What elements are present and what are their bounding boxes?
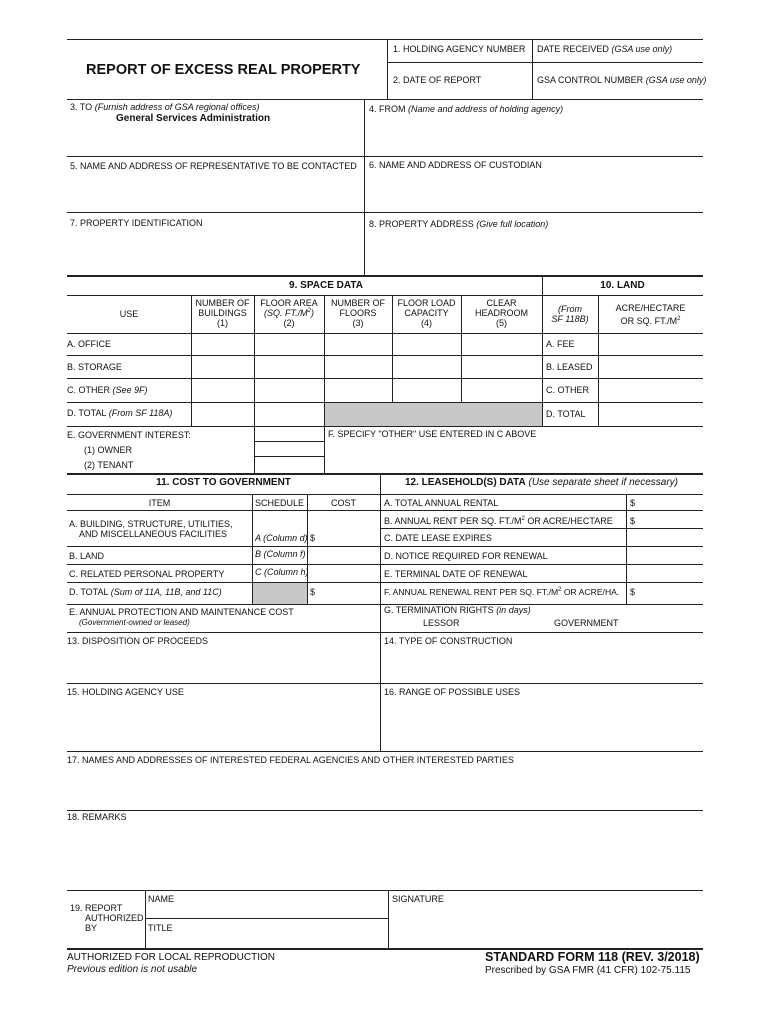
- name-input[interactable]: [146, 905, 386, 917]
- date-of-report-input[interactable]: [388, 86, 531, 98]
- lease-notice-required: D. NOTICE REQUIRED FOR RENEWAL: [384, 551, 548, 561]
- lease-annual-rent: B. ANNUAL RENT PER SQ. $FT./M^2$ OR ACRE/HECTARE: [384, 516, 613, 526]
- previous-edition-note: Previous edition is not usable: [67, 964, 198, 975]
- property-address-input[interactable]: [368, 231, 702, 273]
- other-use-label: F. SPECIFY "OTHER" USE ENTERED IN C ABOVE: [328, 429, 537, 439]
- other-use-input[interactable]: [325, 441, 702, 471]
- cost-land-schedule: B (Column f): [255, 549, 306, 559]
- cost-land: B. LAND: [69, 551, 105, 561]
- row-other: C. OTHER (See 9F): [67, 385, 148, 395]
- custodian-label: 6. NAME AND ADDRESS OF CUSTODIAN: [369, 160, 542, 170]
- disposition-of-proceeds-input[interactable]: [68, 648, 378, 681]
- authorized-reproduction: AUTHORIZED FOR LOCAL REPRODUCTION: [67, 952, 275, 963]
- date-of-report-label: 2. DATE OF REPORT: [393, 75, 482, 85]
- col-clear-headroom: CLEAR HEADROOM (5): [474, 298, 528, 328]
- cost-building-schedule: A (Column d): [255, 533, 308, 543]
- cost-schedule-header: SCHEDULE: [254, 498, 304, 508]
- representative-input[interactable]: [68, 173, 362, 210]
- disposition-of-proceeds-label: 13. DISPOSITION OF PROCEEDS: [67, 636, 209, 646]
- holding-agency-use-input[interactable]: [68, 699, 378, 749]
- owner-label: (1) OWNER: [84, 445, 132, 455]
- col-floor-load-capacity: FLOOR LOAD CAPACITY (4): [397, 298, 456, 328]
- land-fee: A. FEE: [546, 339, 575, 349]
- cost-title: 11. COST TO GOVERNMENT: [156, 477, 291, 488]
- shaded-cell: [325, 403, 542, 426]
- cost-total-dollar: $: [310, 587, 316, 597]
- form-number: STANDARD FORM 118 (REV. 3/2018): [485, 950, 700, 964]
- report-authorized-label: 19. REPORT AUTHORIZED BY: [70, 903, 144, 933]
- row-storage: B. STORAGE: [67, 362, 122, 372]
- interested-parties-input[interactable]: [68, 767, 702, 808]
- form-title: REPORT OF EXCESS REAL PROPERTY: [86, 62, 361, 78]
- land-total: D. TOTAL: [546, 409, 586, 419]
- cost-personal-property-schedule: C (Column h): [255, 567, 309, 577]
- cost-item-header: ITEM: [148, 498, 171, 508]
- range-of-uses-input[interactable]: [382, 699, 702, 749]
- holding-agency-number-label: 1. HOLDING AGENCY NUMBER: [393, 44, 526, 54]
- lease-terminal-date: E. TERMINAL DATE OF RENEWAL: [384, 569, 528, 579]
- property-identification-label: 7. PROPERTY IDENTIFICATION: [70, 218, 203, 228]
- signature-field[interactable]: [390, 905, 702, 946]
- row-office: A. OFFICE: [67, 339, 112, 349]
- row-total: D. TOTAL (From SF 118A): [67, 408, 173, 418]
- lease-rental-dollar: $: [630, 498, 636, 508]
- tenant-label: (2) TENANT: [84, 460, 134, 470]
- from-input[interactable]: [368, 116, 702, 154]
- type-of-construction-label: 14. TYPE OF CONSTRUCTION: [384, 636, 513, 646]
- to-label: 3. TO (Furnish address of GSA regional offices): [70, 102, 260, 112]
- col-number-of-buildings: NUMBER OF BUILDINGS (1): [195, 298, 250, 328]
- gsa-control-number-label: GSA CONTROL NUMBER (GSA use only): [537, 75, 707, 85]
- signature-label: SIGNATURE: [392, 894, 444, 904]
- holding-agency-use-label: 15. HOLDING AGENCY USE: [67, 687, 184, 697]
- custodian-input[interactable]: [368, 172, 702, 210]
- use-header: USE: [119, 309, 139, 319]
- land-other: C. OTHER: [546, 385, 590, 395]
- col-number-of-floors: NUMBER OF FLOORS (3): [331, 298, 385, 328]
- cost-cost-header: COST: [330, 498, 356, 508]
- lease-title: 12. LEASEHOLD(S) DATA (Use separate sheet if necessary): [404, 477, 679, 488]
- lease-government-label: GOVERNMENT: [554, 618, 619, 628]
- lease-termination-rights: G. TERMINATION RIGHTS (in days): [384, 605, 531, 615]
- land-leased: B. LEASED: [546, 362, 593, 372]
- interested-parties-label: 17. NAMES AND ADDRESSES OF INTERESTED FEDERAL AGENCIES AND OTHER INTERESTED PARTIES: [67, 755, 514, 765]
- lease-renewal-dollar: $: [630, 587, 636, 597]
- property-address-label: 8. PROPERTY ADDRESS (Give full location): [369, 219, 549, 229]
- prescribed-by: Prescribed by GSA FMR (41 CFR) 102-75.115: [485, 965, 691, 976]
- to-value: General Services Administration: [116, 113, 271, 124]
- lease-rent-dollar: $: [630, 516, 636, 526]
- cost-annual-protection: E. ANNUAL PROTECTION AND MAINTENANCE COST (Government-owned or leased): [69, 607, 294, 627]
- land-title: 10. LAND: [600, 280, 645, 291]
- cost-personal-property: C. RELATED PERSONAL PROPERTY: [69, 569, 225, 579]
- cost-building: A. BUILDING, STRUCTURE, UTILITIES, AND MISCELLANEOUS FACILITIES: [69, 519, 233, 539]
- holding-agency-number-input[interactable]: [388, 54, 531, 62]
- from-label: 4. FROM (Name and address of holding agency): [369, 104, 564, 114]
- col-floor-area: FLOOR AREA (SQ. $FT./M^2$) (2): [260, 298, 318, 328]
- cost-building-dollar: $: [310, 533, 316, 543]
- cost-total: D. TOTAL (Sum of 11A, 11B, and 11C): [69, 587, 222, 597]
- lease-renewal-rent: F. ANNUAL RENEWAL RENT PER SQ. $FT./M^2$ OR ACRE/HA.: [384, 587, 620, 597]
- property-identification-input[interactable]: [68, 230, 362, 273]
- land-acre-header: ACRE/HECTARE OR SQ. $FT./M^2$: [615, 303, 686, 326]
- lease-total-annual-rental: A. TOTAL ANNUAL RENTAL: [384, 498, 499, 508]
- land-from-note: (From SF 118B): [551, 304, 589, 324]
- title-input[interactable]: [146, 934, 386, 946]
- title-label: TITLE: [148, 923, 173, 933]
- name-label: NAME: [148, 894, 175, 904]
- lease-date-expires: C. DATE LEASE EXPIRES: [384, 533, 492, 543]
- shaded-cell: [253, 583, 307, 604]
- government-interest-label: E. GOVERNMENT INTEREST:: [67, 430, 191, 440]
- representative-label: 5. NAME AND ADDRESS OF REPRESENTATIVE TO BE CONTACTED: [70, 161, 357, 171]
- range-of-uses-label: 16. RANGE OF POSSIBLE USES: [384, 687, 521, 697]
- remarks-input[interactable]: [68, 824, 702, 888]
- remarks-label: 18. REMARKS: [67, 812, 127, 822]
- lease-lessor-label: LESSOR: [423, 618, 460, 628]
- space-data-title: 9. SPACE DATA: [289, 280, 363, 291]
- date-received-label: DATE RECEIVED (GSA use only): [537, 44, 673, 54]
- type-of-construction-input[interactable]: [382, 648, 702, 681]
